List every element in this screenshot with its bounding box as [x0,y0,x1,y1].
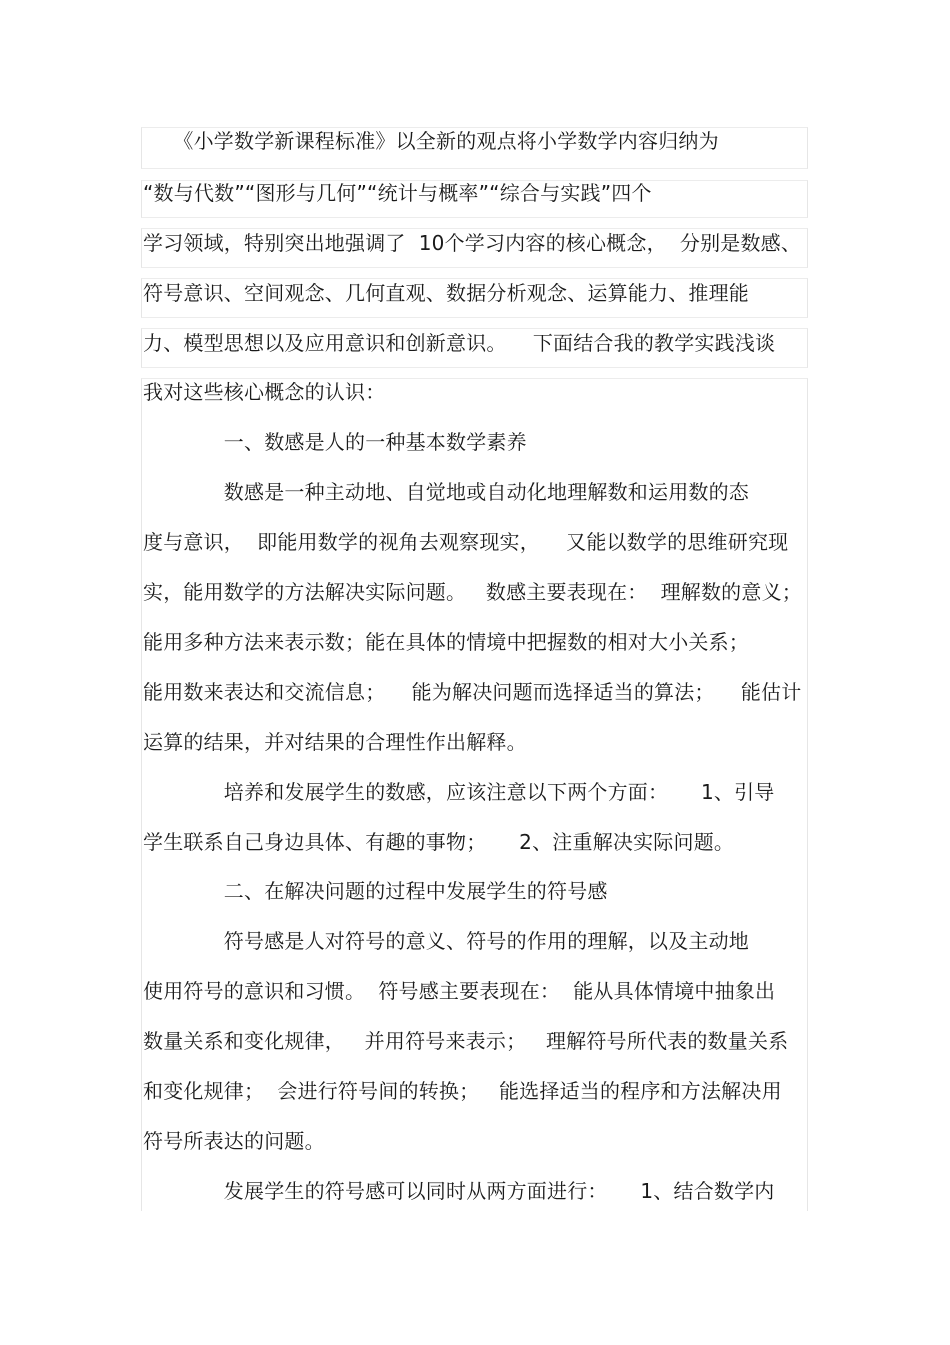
text-line: 和变化规律； 会进行符号间的转换； 能选择适当的程序和方法解决用 [143,1079,782,1103]
text-line: 能用数来表达和交流信息； 能为解决问题而选择适当的算法； 能估计 [143,680,802,704]
text-line: 使用符号的意识和习惯。 符号感主要表现在： 能从具体情境中抽象出 [143,979,776,1003]
text-line: 度与意识， 即能用数学的视角去观察现实， 又能以数学的思维研究现 [143,530,789,554]
text-line: “数与代数”“图形与几何”“统计与概率”“综合与实践”四个 [143,181,652,205]
text-line: 数量关系和变化规律， 并用符号来表示； 理解符号所代表的数量关系 [143,1029,789,1053]
text-line: 力、模型思想以及应用意识和创新意识。 下面结合我的教学实践浅谈 [143,331,776,355]
text-line: 符号所表达的问题。 [143,1129,325,1153]
text-line: 运算的结果，并对结果的合理性作出解释。 [143,730,527,754]
text-line: 能用多种方法来表示数；能在具体的情境中把握数的相对大小关系； [143,630,749,654]
section-heading: 二、在解决问题的过程中发展学生的符号感 [143,879,608,903]
text-line: 学习领域，特别突出地强调了 10个学习内容的核心概念， 分别是数感、 [143,231,802,255]
text-line: 培养和发展学生的数感，应该注意以下两个方面： 1、引导 [143,780,775,804]
text-line: 符号感是人对符号的意义、符号的作用的理解，以及主动地 [143,929,749,953]
text-line: 符号意识、空间观念、几何直观、数据分析观念、运算能力、推理能 [143,281,749,305]
text-line: 数感是一种主动地、自觉地或自动化地理解数和运用数的态 [143,480,749,504]
text-line: 我对这些核心概念的认识： [143,380,386,404]
text-line: 学生联系自己身边具体、有趣的事物； 2、注重解决实际问题。 [143,830,735,854]
text-line: 实，能用数学的方法解决实际问题。 数感主要表现在： 理解数的意义； [143,580,802,604]
text-line: 《小学数学新课程标准》以全新的观点将小学数学内容归纳为 [143,129,719,153]
text-line: 发展学生的符号感可以同时从两方面进行： 1、结合数学内 [143,1179,775,1203]
section-heading: 一、数感是人的一种基本数学素养 [143,430,527,454]
